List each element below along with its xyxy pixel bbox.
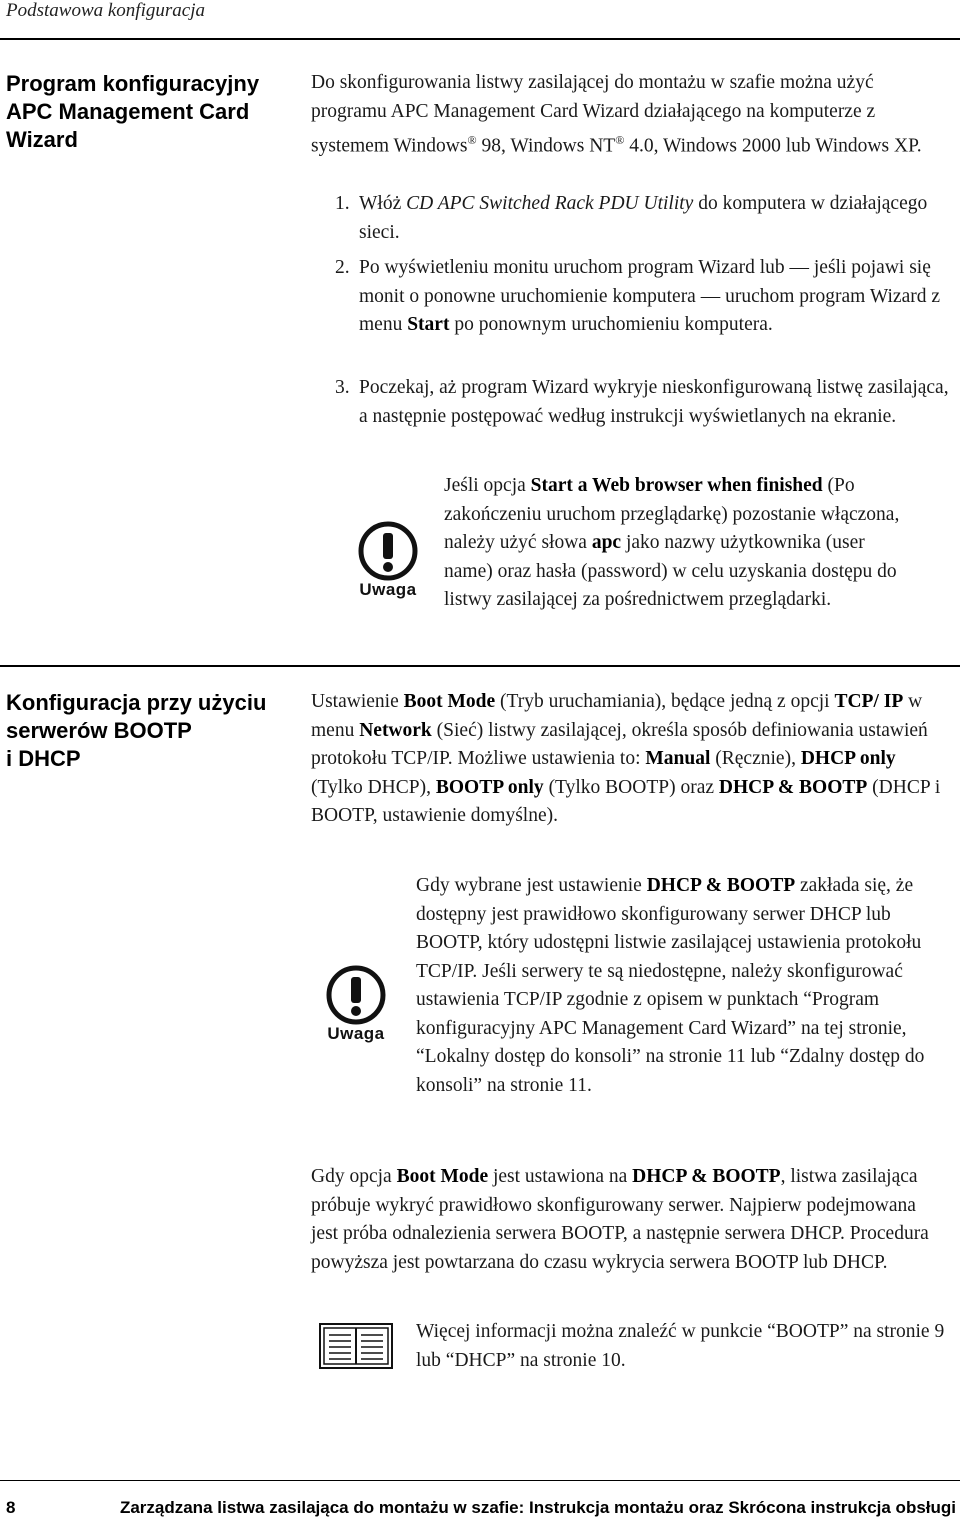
page-number: 8 xyxy=(6,1498,16,1517)
section-heading-bootp-dhcp xyxy=(6,689,296,773)
step-1: 1. Włóż CD APC Switched Rack PDU Utility do komputera w działającego sieci. xyxy=(335,193,928,243)
boot-mode-paragraph: Ustawienie Boot Mode (Tryb uruchamiania), będące jedną z opcji TCP/ IP w menu Network (Sieć) listwy zasilającej, określa sposób definiowania ustawień protokołu TCP/IP. Możliwe ustawienia to: Manual (Ręcznie), DHCP only (Tylko DHCP), BOOTP only (Tylko BOOTP) oraz DHCP & BOOTP (DHCP i BOOTP, ustawienie domyślne). xyxy=(311,691,941,826)
header-rule xyxy=(0,38,960,40)
warning-icon xyxy=(357,520,419,582)
running-header: Podstawowa konfiguracja xyxy=(6,0,205,21)
footer-rule xyxy=(0,1480,960,1481)
warning-icon xyxy=(325,964,387,1026)
heading-line: i DHCP xyxy=(6,746,81,771)
section-divider xyxy=(0,665,960,667)
note-icon-container xyxy=(320,964,392,1044)
heading-line: Konfiguracja przy użyciu xyxy=(6,690,267,715)
note-label: Uwaga xyxy=(327,1024,385,1043)
heading-line: APC Management Card xyxy=(6,99,250,124)
note-icon-container xyxy=(352,520,424,600)
footer-title: Zarządzana listwa zasilająca do montażu w szafie: Instrukcja montażu oraz Skrócona instrukcja obsługi xyxy=(119,1498,956,1517)
heading-line: Program konfiguracyjny xyxy=(6,71,260,96)
step-3: 3. Poczekaj, aż program Wizard wykryje nieskonfigurowaną listwę zasilająca, a następnie postępować według instrukcji wyświetlanych na ekranie. xyxy=(335,377,949,427)
book-icon xyxy=(318,1322,394,1375)
intro-paragraph: Do skonfigurowania listwy zasilającej do montażu w szafie można użyć programu APC Management Card Wizard działającego na komputerze z systemem Windows® 98, Windows NT® 4.0, Windows 2000 lub Windows XP. xyxy=(311,72,922,157)
boot-mode-process-paragraph: Gdy opcja Boot Mode jest ustawiona na DHCP & BOOTP, listwa zasilająca próbuje wykryć prawidłowo skonfigurowany serwer. Najpierw podejmowana jest próba odnalezienia serwera BOOTP, a następnie serwera DHCP. Procedura powyższa jest powtarzana do czasu wykrycia serwera BOOTP lub DHCP. xyxy=(311,1166,929,1273)
note-paragraph: Gdy wybrane jest ustawienie DHCP & BOOTP zakłada się, że dostępny jest prawidłowo skonfigurowany serwer DHCP lub BOOTP, który udostępni listwie zasilającej ustawienia protokołu TCP/IP. Jeśli serwery te są niedostępne, należy skonfigurować ustawienia TCP/IP zgodnie z opisem w punktach “Program konfiguracyjny APC Management Card Wizard” na tej stronie, “Lokalny dostęp do konsoli” na stronie 11 lub “Zdalny dostęp do konsoli” na stronie 11. xyxy=(416,875,925,1096)
heading-line: serwerów BOOTP xyxy=(6,718,192,743)
see-also-paragraph: Więcej informacji można znaleźć w punkcie “BOOTP” na stronie 9 lub “DHCP” na stronie 10. xyxy=(416,1321,945,1371)
heading-line: Wizard xyxy=(6,127,78,152)
step-2: 2. Po wyświetleniu monitu uruchom program Wizard lub — jeśli pojawi się monit o ponowne uruchomienie komputera — uruchom program Wizard z menu Start po ponownym uruchomieniu komputera. xyxy=(335,257,940,335)
note-paragraph: Jeśli opcja Start a Web browser when finished (Po zakończeniu uruchom przeglądarkę) pozostanie włączona, należy użyć słowa apc jako nazwy użytkownika (user name) oraz hasła (password) w celu uzyskania dostępu do listwy zasilającej za pośrednictwem przeglądarki. xyxy=(444,475,900,610)
section-heading-wizard xyxy=(6,70,296,154)
note-label: Uwaga xyxy=(359,580,417,599)
